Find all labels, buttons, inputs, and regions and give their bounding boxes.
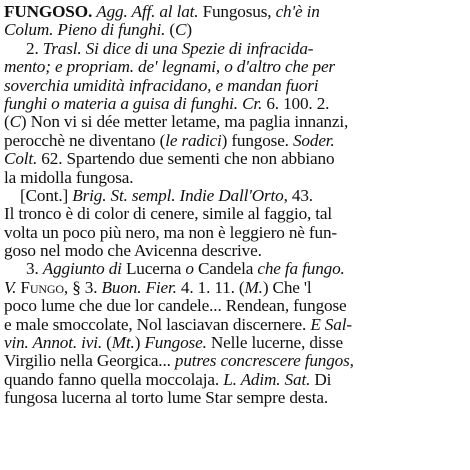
text-segment: perocchè ne diventano ( [4, 131, 166, 150]
text-segment: goso nel modo che Avicenna descrive. [4, 242, 262, 261]
text-segment: Di [310, 370, 332, 389]
text-line [4, 334, 466, 352]
headword: FUNGOSO. [4, 3, 93, 21]
text-segment: Colum. Pieno di funghi. [4, 21, 166, 40]
text-segment: Lucerna [121, 260, 186, 279]
text-line [4, 316, 466, 334]
text-segment: le radici [165, 131, 222, 150]
text-line [4, 150, 466, 168]
text-line [4, 279, 466, 297]
text-segment: poco lume che due lor candele... Rendean, fungose [4, 297, 347, 316]
text-segment: funghi o materia a guisa di funghi. Cr. [4, 94, 263, 113]
text-segment: [Cont.] [20, 186, 73, 205]
text-segment: ) [186, 21, 192, 40]
text-segment: Nelle lucerne, disse [206, 334, 343, 353]
text-segment: Brig. St. sempl. Indie Dall'Orto [72, 186, 284, 205]
text-segment: Colt. [4, 150, 38, 169]
text-segment: C [9, 113, 21, 132]
text-line [4, 187, 466, 205]
text-segment: ) fungose. [221, 131, 293, 150]
text-segment: 2. [26, 39, 43, 58]
text-segment: 4. 1. 11. ( [176, 278, 245, 297]
text-segment: Aggiunto di [42, 260, 122, 279]
text-segment: 62. Spartendo due sementi che non abbiano [37, 150, 335, 169]
text-line [4, 169, 466, 187]
text-segment: o [185, 260, 194, 279]
text-segment: vin. Annot. ivi. [4, 334, 103, 353]
text-segment: Virgilio nella Georgica... [4, 352, 175, 371]
dictionary-page [4, 3, 466, 408]
text-segment: L. Adim. Sat. [223, 370, 311, 389]
text-segment: 3. [26, 260, 43, 279]
text-segment: , § 3. [63, 278, 102, 297]
text-segment: ) Non vi si dée metter letame, ma paglia innanzi, [20, 113, 349, 132]
text-line [4, 21, 466, 39]
text-segment: Agg. Aff. al lat. [96, 3, 199, 21]
text-line [4, 113, 466, 131]
text-line [4, 58, 466, 76]
text-segment: ) [134, 334, 145, 353]
text-line [4, 3, 466, 21]
text-segment: Trasl. Si dice di una Spezie di infracida- [42, 39, 314, 58]
text-segment: putres concrescere fungos, [174, 352, 354, 371]
text-line [4, 297, 466, 315]
text-segment: E Sal- [310, 315, 352, 334]
text-segment: ch'è in [275, 3, 320, 21]
text-segment: ( [4, 113, 10, 132]
text-segment: che fa fungo. [257, 260, 345, 279]
text-segment: Soder. [292, 131, 335, 150]
text-segment: Candela [193, 260, 258, 279]
text-line [4, 132, 466, 150]
text-line [4, 77, 466, 95]
text-segment: la midolla fungosa. [4, 168, 134, 187]
text-segment: Il tronco è di color di cenere, simile al faggio, tal [4, 205, 333, 224]
text-segment: Fungose. [144, 334, 207, 353]
text-segment: M. [244, 278, 263, 297]
text-segment: ( [165, 21, 175, 40]
text-segment: 6. 100. 2. [262, 94, 330, 113]
text-line [4, 40, 466, 58]
text-line [4, 352, 466, 370]
text-segment: V. [4, 278, 17, 297]
text-line [4, 260, 466, 278]
text-segment: C [175, 21, 187, 40]
text-line [4, 95, 466, 113]
text-segment: soverchia umidità infracidano, e mandan fuori [4, 76, 319, 95]
text-line [4, 242, 466, 260]
text-line [4, 389, 466, 407]
text-segment: Buon. Fier. [101, 278, 177, 297]
text-segment: Fungo [16, 278, 64, 297]
text-segment: ( [102, 334, 112, 353]
text-segment: volta un poco più nero, ma non è leggiero nè fun- [4, 223, 337, 242]
text-segment: ) Che 'l [262, 278, 312, 297]
text-line [4, 224, 466, 242]
text-segment: , 43. [283, 186, 313, 205]
text-segment: Fungosus, [198, 3, 276, 21]
text-segment: quando fanno quella moccolaja. [4, 370, 224, 389]
text-line [4, 371, 466, 389]
text-line [4, 205, 466, 223]
text-segment: fungosa lucerna al torto lume Star sempre desta. [4, 389, 329, 408]
text-segment: mento; e propriam. de' legnami, o d'altro che per [4, 58, 335, 77]
text-segment: e male smoccolate, Nol lasciavan discernere. [4, 315, 311, 334]
text-segment: Mt. [111, 334, 135, 353]
